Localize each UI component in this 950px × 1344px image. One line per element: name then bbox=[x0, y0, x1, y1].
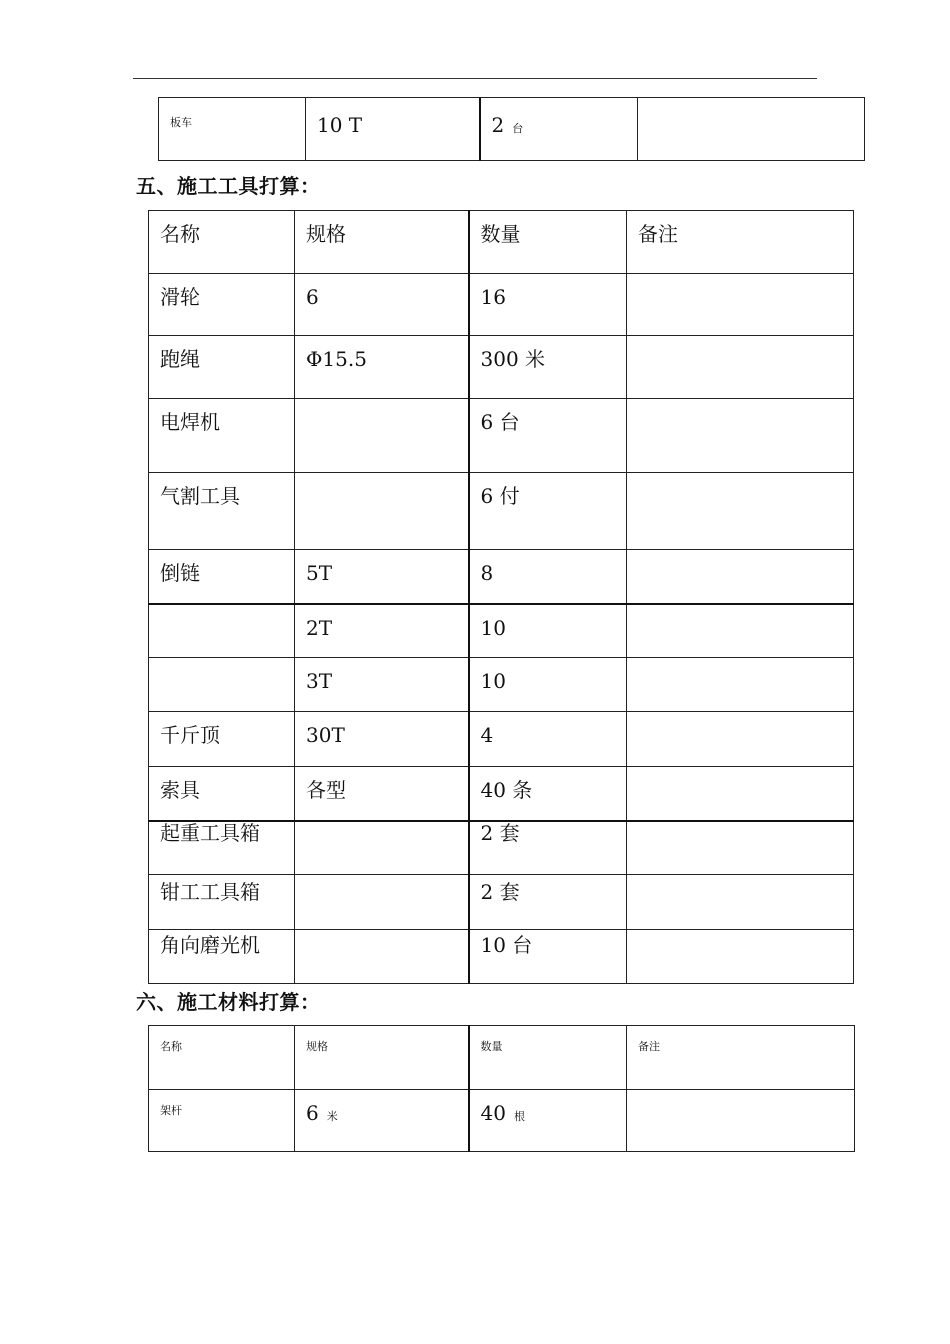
cell-qty: 6 台 bbox=[469, 399, 627, 473]
cell-note bbox=[627, 1090, 855, 1152]
section5-heading: 五、施工工具打算： bbox=[136, 174, 321, 198]
cell-note bbox=[638, 98, 865, 161]
cell-note bbox=[627, 658, 854, 712]
qty-unit: 台 bbox=[512, 122, 524, 135]
cell-qty: 6 付 bbox=[469, 473, 627, 550]
cell-note bbox=[627, 336, 854, 399]
cell-qty: 8 bbox=[469, 550, 627, 604]
cell-qty: 4 bbox=[469, 712, 627, 767]
cell-note bbox=[627, 274, 854, 336]
cell-name: 气割工具 bbox=[149, 473, 295, 550]
cell-name: 跑绳 bbox=[149, 336, 295, 399]
cell-note bbox=[627, 767, 854, 821]
table-row bbox=[149, 658, 854, 712]
cell-spec: 3T bbox=[295, 658, 469, 712]
cell-qty: 40 条 bbox=[469, 767, 627, 821]
cell-name: 电焊机 bbox=[149, 399, 295, 473]
cell-note bbox=[627, 712, 854, 767]
cell-spec: 5T bbox=[295, 550, 469, 604]
header-qty: 数量 bbox=[469, 1026, 627, 1090]
cell-note bbox=[627, 930, 854, 984]
cell-spec: 10 T bbox=[306, 98, 480, 161]
cell-spec bbox=[295, 399, 469, 473]
cell-note bbox=[627, 473, 854, 550]
cell-spec bbox=[295, 875, 469, 930]
cell-qty bbox=[469, 1090, 627, 1152]
cell-name: 角向磨光机 bbox=[149, 930, 295, 984]
header-rule bbox=[133, 78, 817, 79]
cell-spec: 2T bbox=[295, 604, 469, 658]
cell-qty: 2 套 bbox=[469, 821, 627, 875]
top-equipment-table bbox=[158, 97, 865, 161]
table-row bbox=[159, 98, 865, 161]
cell-name: 钳工工具箱 bbox=[149, 875, 295, 930]
section6-heading: 六、施工材料打算： bbox=[136, 990, 321, 1014]
table-row bbox=[149, 821, 854, 875]
tools-table bbox=[148, 210, 854, 984]
cell-name: 索具 bbox=[149, 767, 295, 821]
cell-name: 倒链 bbox=[149, 550, 295, 604]
cell-spec bbox=[295, 1090, 469, 1152]
cell-name: 千斤顶 bbox=[149, 712, 295, 767]
cell-qty: 300 米 bbox=[469, 336, 627, 399]
table-row bbox=[149, 274, 854, 336]
header-spec: 规格 bbox=[295, 211, 469, 274]
materials-table bbox=[148, 1025, 855, 1152]
cell-note bbox=[627, 604, 854, 658]
table-row bbox=[149, 712, 854, 767]
cell-note bbox=[627, 550, 854, 604]
cell-note bbox=[627, 875, 854, 930]
cell-name: 板车 bbox=[159, 98, 306, 161]
table-row bbox=[149, 1090, 855, 1152]
table-header-row bbox=[149, 1026, 855, 1090]
table-row bbox=[149, 604, 854, 658]
cell-qty: 2 套 bbox=[469, 875, 627, 930]
cell-spec bbox=[295, 821, 469, 875]
qty-unit: 根 bbox=[513, 1110, 525, 1123]
cell-qty: 10 台 bbox=[469, 930, 627, 984]
cell-note bbox=[627, 821, 854, 875]
cell-qty bbox=[480, 98, 638, 161]
spec-number: 6 bbox=[306, 1101, 319, 1125]
spec-unit: 米 bbox=[326, 1110, 338, 1123]
cell-spec bbox=[295, 473, 469, 550]
cell-name bbox=[149, 604, 295, 658]
cell-qty: 10 bbox=[469, 604, 627, 658]
table-row bbox=[149, 767, 854, 821]
cell-spec: 6 bbox=[295, 274, 469, 336]
cell-note bbox=[627, 399, 854, 473]
table-row bbox=[149, 930, 854, 984]
table-row bbox=[149, 336, 854, 399]
header-note: 备注 bbox=[627, 211, 854, 274]
table-row bbox=[149, 473, 854, 550]
table-header-row bbox=[149, 211, 854, 274]
cell-spec: 各型 bbox=[295, 767, 469, 821]
table-row bbox=[149, 399, 854, 473]
header-qty: 数量 bbox=[469, 211, 627, 274]
cell-name: 滑轮 bbox=[149, 274, 295, 336]
cell-qty: 16 bbox=[469, 274, 627, 336]
cell-name bbox=[149, 658, 295, 712]
qty-number: 40 bbox=[480, 1101, 506, 1125]
table-row bbox=[149, 875, 854, 930]
header-name: 名称 bbox=[149, 1026, 295, 1090]
qty-number: 2 bbox=[491, 113, 505, 137]
cell-name: 起重工具箱 bbox=[149, 821, 295, 875]
cell-name: 架杆 bbox=[149, 1090, 295, 1152]
header-name: 名称 bbox=[149, 211, 295, 274]
header-note: 备注 bbox=[627, 1026, 855, 1090]
cell-qty: 10 bbox=[469, 658, 627, 712]
header-spec: 规格 bbox=[295, 1026, 469, 1090]
table-row bbox=[149, 550, 854, 604]
cell-spec: 30T bbox=[295, 712, 469, 767]
cell-spec: Φ15.5 bbox=[295, 336, 469, 399]
cell-spec bbox=[295, 930, 469, 984]
